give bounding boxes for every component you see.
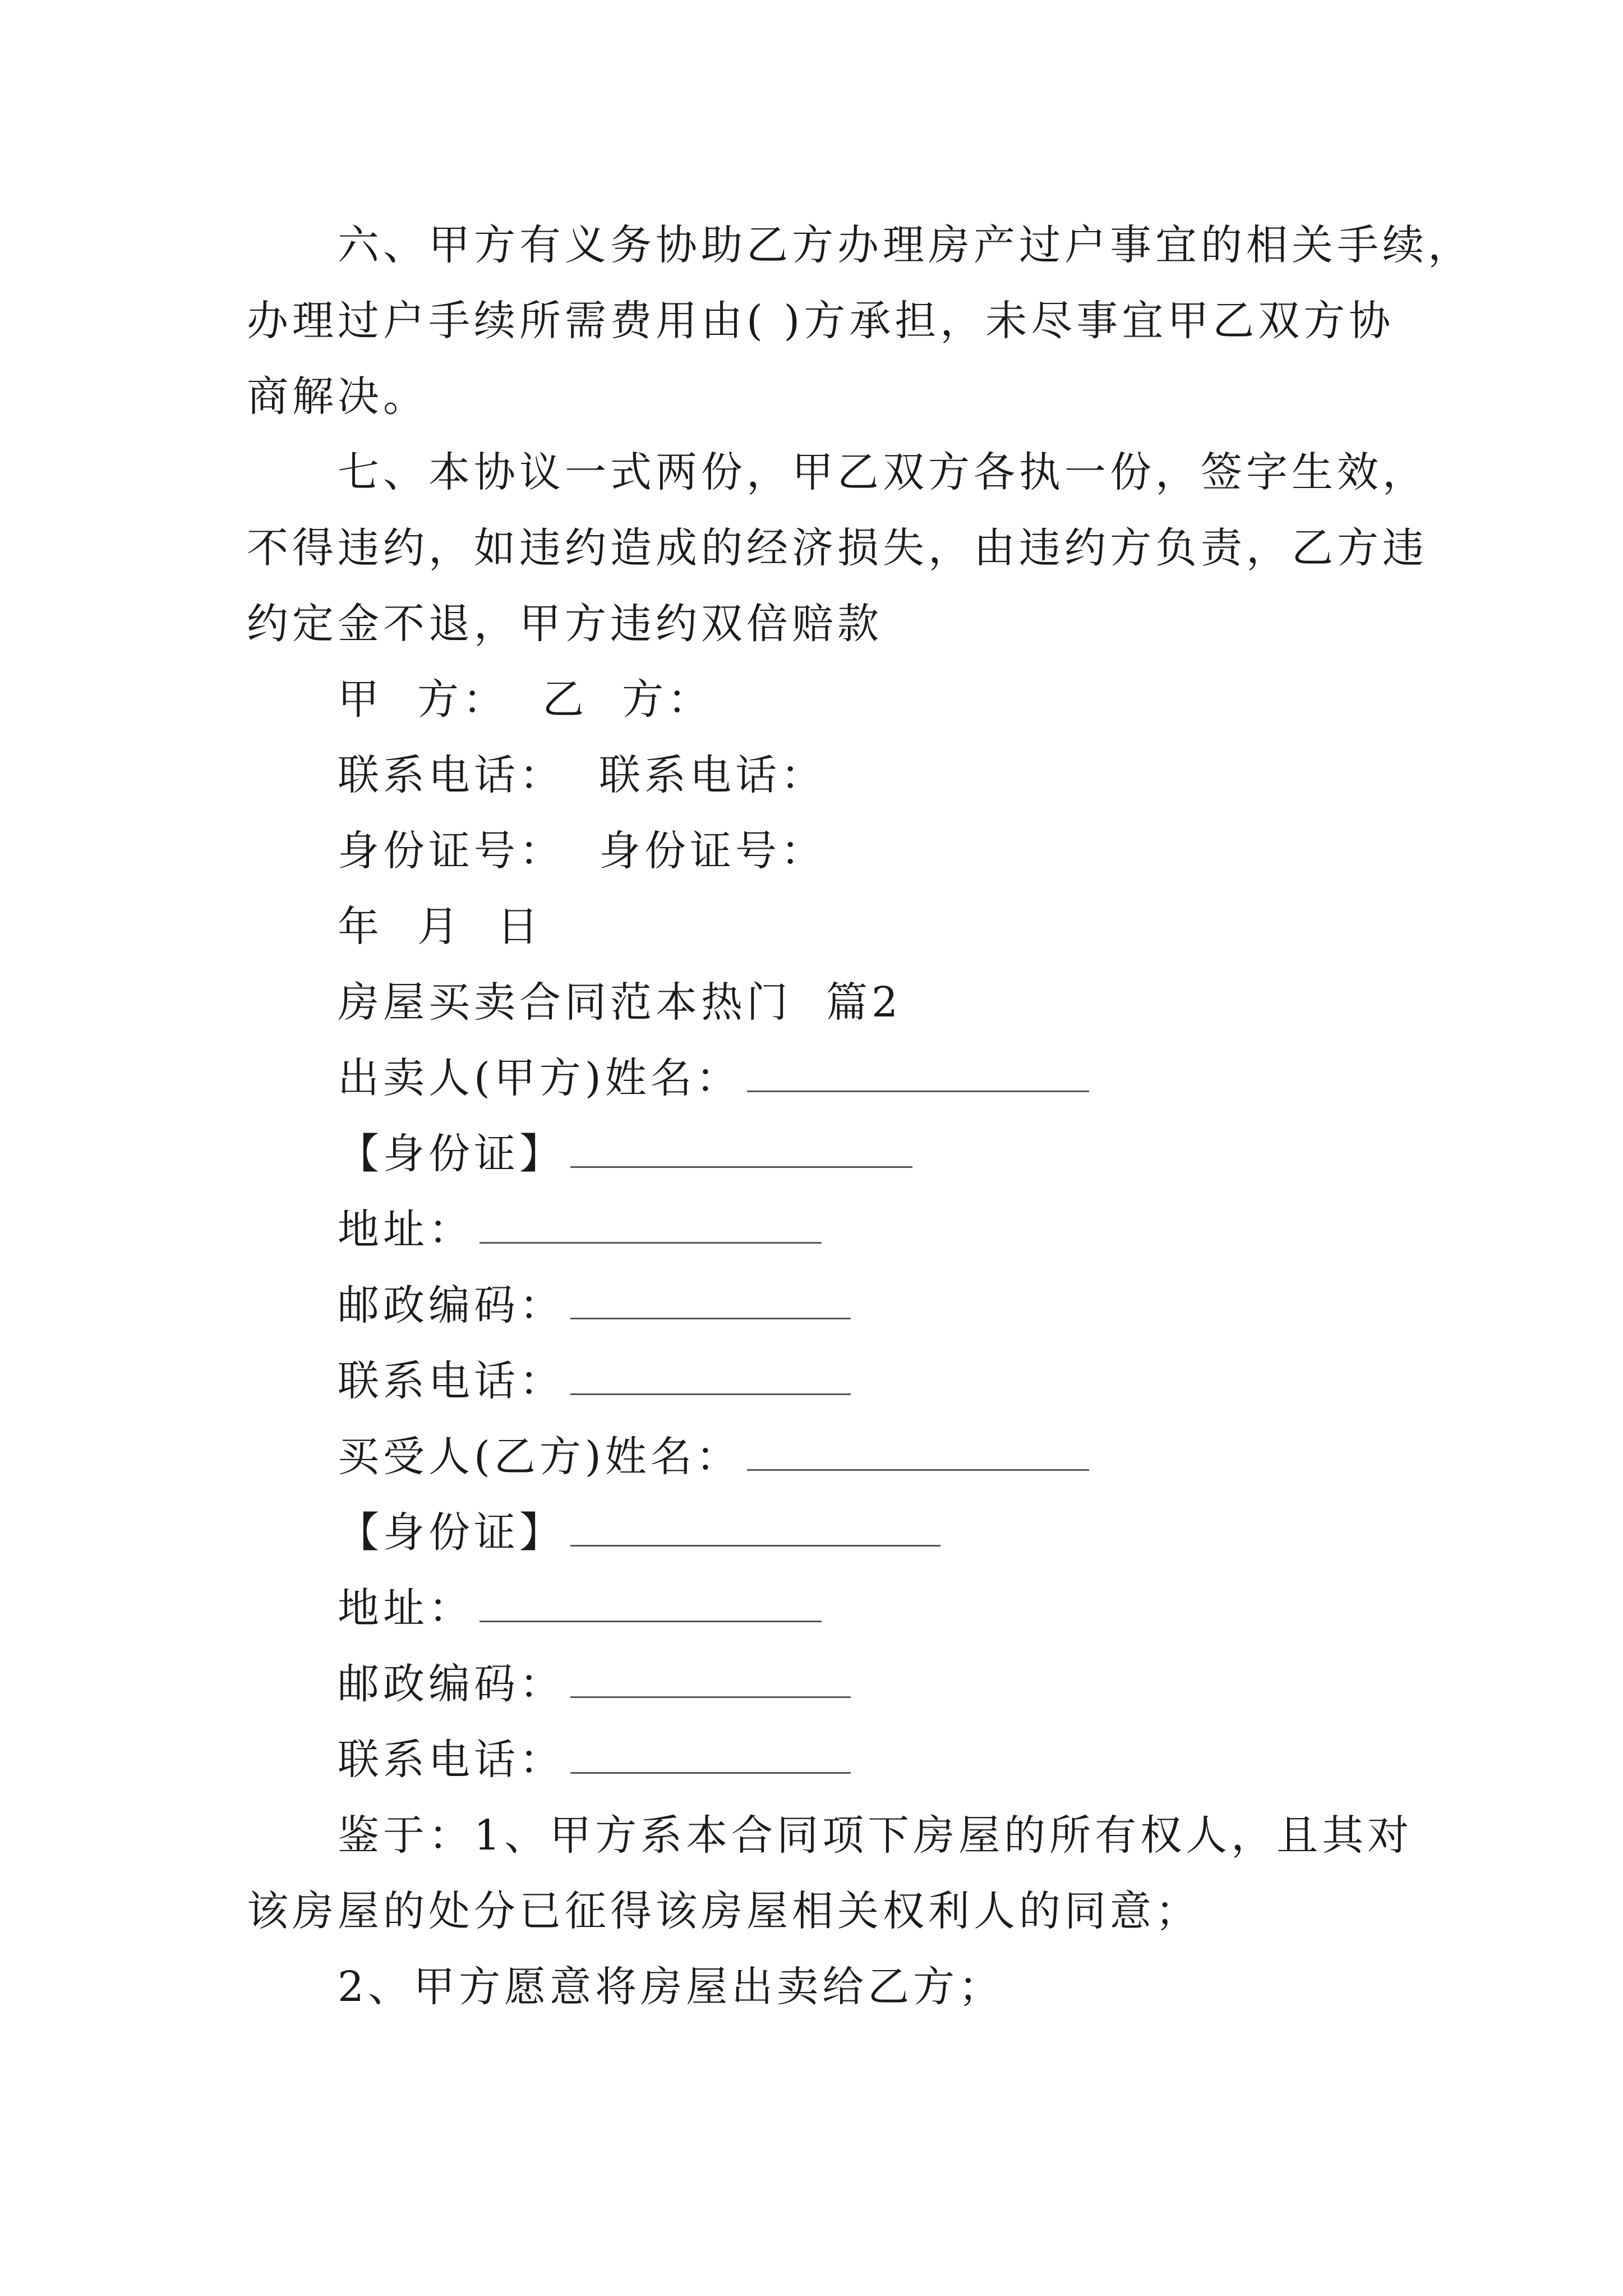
- seller-postcode-field[interactable]: [570, 1314, 851, 1319]
- buyer-phone-field[interactable]: [570, 1769, 851, 1774]
- seller-address-label: 地址：: [338, 1205, 474, 1254]
- buyer-phone-label: 联系电话：: [338, 1736, 565, 1784]
- clause-7-line-2: 不得违约，如违约造成的经济损失，由违约方负责，乙方违: [247, 524, 1428, 572]
- seller-postcode-row: [338, 1281, 851, 1329]
- section-2-title: 房屋买卖合同范本热门 篇2: [338, 978, 902, 1027]
- buyer-name-row: [338, 1433, 1089, 1481]
- seller-name-field[interactable]: [747, 1087, 1089, 1092]
- buyer-phone-row: [338, 1736, 851, 1784]
- buyer-id-label: 【身份证】: [338, 1508, 565, 1557]
- whereas-line-1: 鉴于：1、甲方系本合同项下房屋的所有权人，且其对: [338, 1811, 1413, 1860]
- buyer-address-row: [338, 1584, 822, 1632]
- clause-6-line-2: 办理过户手续所需费用由( )方承担，未尽事宜甲乙双方协: [247, 297, 1395, 345]
- buyer-id-row: [338, 1508, 940, 1557]
- whereas-line-2: 该房屋的处分已征得该房屋相关权利人的同意；: [247, 1887, 1201, 1935]
- seller-name-label: 出卖人(甲方)姓名：: [338, 1054, 741, 1102]
- seller-phone-label: 联系电话：: [338, 1357, 565, 1405]
- buyer-postcode-label: 邮政编码：: [338, 1660, 565, 1708]
- seller-id-field[interactable]: [570, 1163, 912, 1168]
- seller-phone-field[interactable]: [570, 1390, 851, 1395]
- buyer-address-label: 地址：: [338, 1584, 474, 1632]
- seller-id-label: 【身份证】: [338, 1130, 565, 1178]
- clause-6-line-1: 六、甲方有义务协助乙方办理房产过户事宜的相关手续，: [338, 221, 1473, 269]
- seller-postcode-label: 邮政编码：: [338, 1281, 565, 1329]
- buyer-name-label: 买受人(乙方)姓名：: [338, 1433, 741, 1481]
- clause-7-line-3: 约定金不退，甲方违约双倍赔款: [247, 600, 883, 648]
- seller-phone-row: [338, 1357, 851, 1405]
- seller-name-row: [338, 1054, 1089, 1102]
- seller-address-row: [338, 1205, 822, 1254]
- clause-7-line-1: 七、本协议一式两份，甲乙双方各执一份，签字生效，: [338, 448, 1428, 496]
- buyer-name-field[interactable]: [747, 1466, 1089, 1471]
- buyer-postcode-field[interactable]: [570, 1693, 851, 1698]
- whereas-line-3: 2、甲方愿意将房屋出卖给乙方；: [338, 1963, 1004, 2011]
- signature-phones: 联系电话： 联系电话：: [338, 751, 827, 799]
- signature-date: 年 月 日: [338, 903, 543, 951]
- signature-parties: 甲 方： 乙 方：: [338, 675, 713, 724]
- seller-address-field[interactable]: [479, 1239, 822, 1244]
- buyer-postcode-row: [338, 1660, 851, 1708]
- seller-id-row: [338, 1130, 912, 1178]
- buyer-address-field[interactable]: [479, 1617, 822, 1622]
- clause-6-line-3: 商解决。: [247, 372, 428, 421]
- buyer-id-field[interactable]: [570, 1542, 940, 1547]
- signature-id-numbers: 身份证号： 身份证号：: [338, 827, 827, 875]
